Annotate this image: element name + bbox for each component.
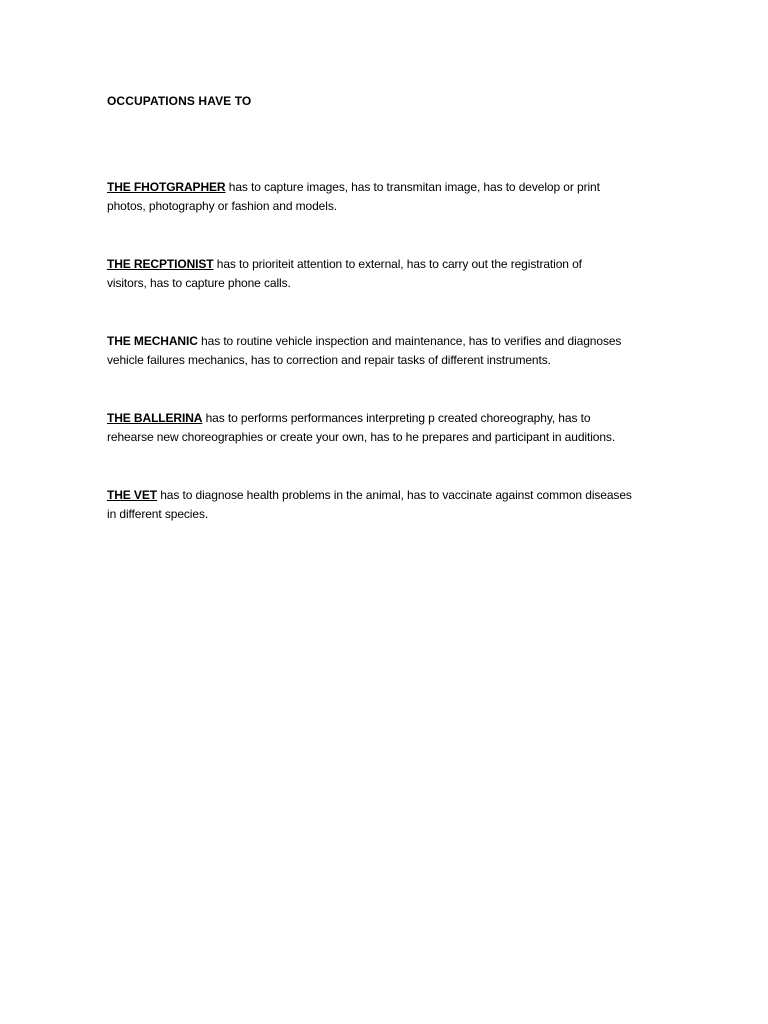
document-title: OCCUPATIONS HAVE TO	[107, 94, 252, 108]
occupation-text: has to diagnose health problems in the animal, has to vaccinate against common diseases	[156, 488, 632, 502]
paragraph-line	[107, 178, 667, 197]
paragraph-vet	[107, 486, 667, 524]
paragraph-line: photos, photography or fashion and models.	[107, 199, 337, 213]
paragraph-mechanic	[107, 332, 667, 370]
paragraph-line	[107, 332, 667, 351]
occupation-text: has to performs performances interpreting p created choreography, has to	[202, 411, 591, 425]
occupation-heading: THE MECHANIC	[107, 334, 198, 348]
occupation-text: has to capture images, has to transmitan image, has to develop or print	[225, 180, 600, 194]
occupation-heading: THE FHOTGRAPHER	[107, 180, 226, 194]
paragraph-line	[107, 409, 667, 428]
paragraph-line	[107, 255, 667, 274]
occupation-heading: THE BALLERINA	[107, 411, 203, 425]
occupation-text: has to routine vehicle inspection and maintenance, has to verifies and diagnoses	[197, 334, 622, 348]
paragraph-line: visitors, has to capture phone calls.	[107, 276, 291, 290]
paragraph-line	[107, 486, 667, 505]
occupation-heading: THE RECPTIONIST	[107, 257, 214, 271]
paragraph-line: in different species.	[107, 507, 209, 521]
paragraph-line: vehicle failures mechanics, has to correction and repair tasks of different instruments.	[107, 353, 551, 367]
paragraph-photographer	[107, 178, 667, 216]
occupation-text: has to prioriteit attention to external, has to carry out the registration of	[213, 257, 582, 271]
paragraph-line: rehearse new choreographies or create your own, has to he prepares and participant in auditions.	[107, 430, 616, 444]
occupation-heading: THE VET	[107, 488, 157, 502]
paragraph-ballerina	[107, 409, 667, 447]
paragraph-receptionist	[107, 255, 667, 293]
